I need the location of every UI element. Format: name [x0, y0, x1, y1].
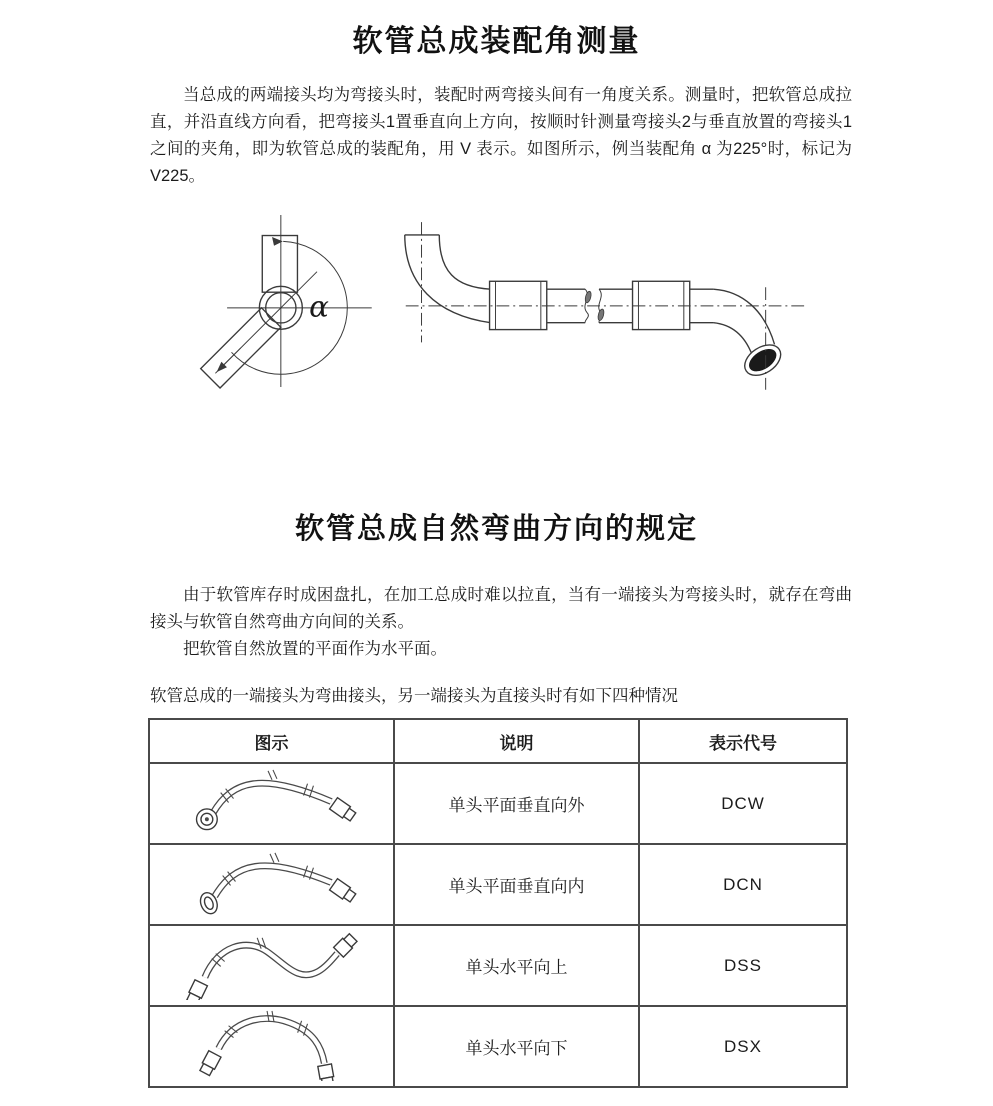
figure-hose-assembly-side-view [388, 202, 812, 405]
section2-paragraph2: 把软管自然放置的平面作为水平面。 [183, 640, 447, 658]
section2-title: 软管总成自然弯曲方向的规定 [294, 513, 698, 545]
side-view-diagram [388, 202, 812, 400]
description-cell: 单头平面垂直向外 [394, 763, 639, 844]
description-cell: 单头水平向下 [394, 1006, 639, 1087]
illustration-cell [149, 763, 394, 844]
header-illustration: 图示 [149, 719, 394, 763]
table-header-row [149, 719, 847, 763]
table-row [149, 1006, 847, 1087]
end-view-diagram [188, 202, 403, 400]
illustration-cell [149, 925, 394, 1006]
code-cell: DSS [639, 925, 847, 1006]
hose-dcn-illustration [162, 845, 382, 919]
hose-dss-illustration [162, 926, 382, 1000]
alpha-angle-label: α [309, 289, 329, 324]
table-row [149, 844, 847, 925]
description-cell: 单头平面垂直向内 [394, 844, 639, 925]
hose-dcw-illustration [162, 764, 382, 838]
section1-paragraph: 当总成的两端接头均为弯接头时，装配时两弯接头间有一角度关系。测量时，把软管总成拉直，并沿直线方向看，把弯接头1置垂直向上方向，按顺时针测量弯接头2与垂直放置的弯接头1之间的夹角，即为软管总成的装配角，用 V 表示。如图所示，例当装配角 α 为225°时，标记为V225。 [150, 86, 852, 185]
code-cell: DSX [639, 1006, 847, 1087]
code-cell: DCN [639, 844, 847, 925]
description-cell: 单头水平向上 [394, 925, 639, 1006]
section2-paragraph1: 由于软管库存时成困盘扎，在加工总成时难以拉直，当有一端接头为弯接头时，就存在弯曲接头与软管自然弯曲方向间的关系。 [150, 586, 852, 631]
table-row [149, 925, 847, 1006]
bend-direction-table [148, 718, 848, 1088]
hose-dsx-illustration [162, 1007, 382, 1081]
section1-title: 软管总成装配角测量 [352, 25, 641, 58]
illustration-cell [149, 844, 394, 925]
illustration-cell [149, 1006, 394, 1087]
header-code: 表示代号 [639, 719, 847, 763]
table-intro: 软管总成的一端接头为弯曲接头，另一端接头为直接头时有如下四种情况 [150, 687, 678, 705]
code-cell: DCW [639, 763, 847, 844]
header-description: 说明 [394, 719, 639, 763]
figure-assembly-angle-end-view [188, 202, 403, 405]
table-row [149, 763, 847, 844]
